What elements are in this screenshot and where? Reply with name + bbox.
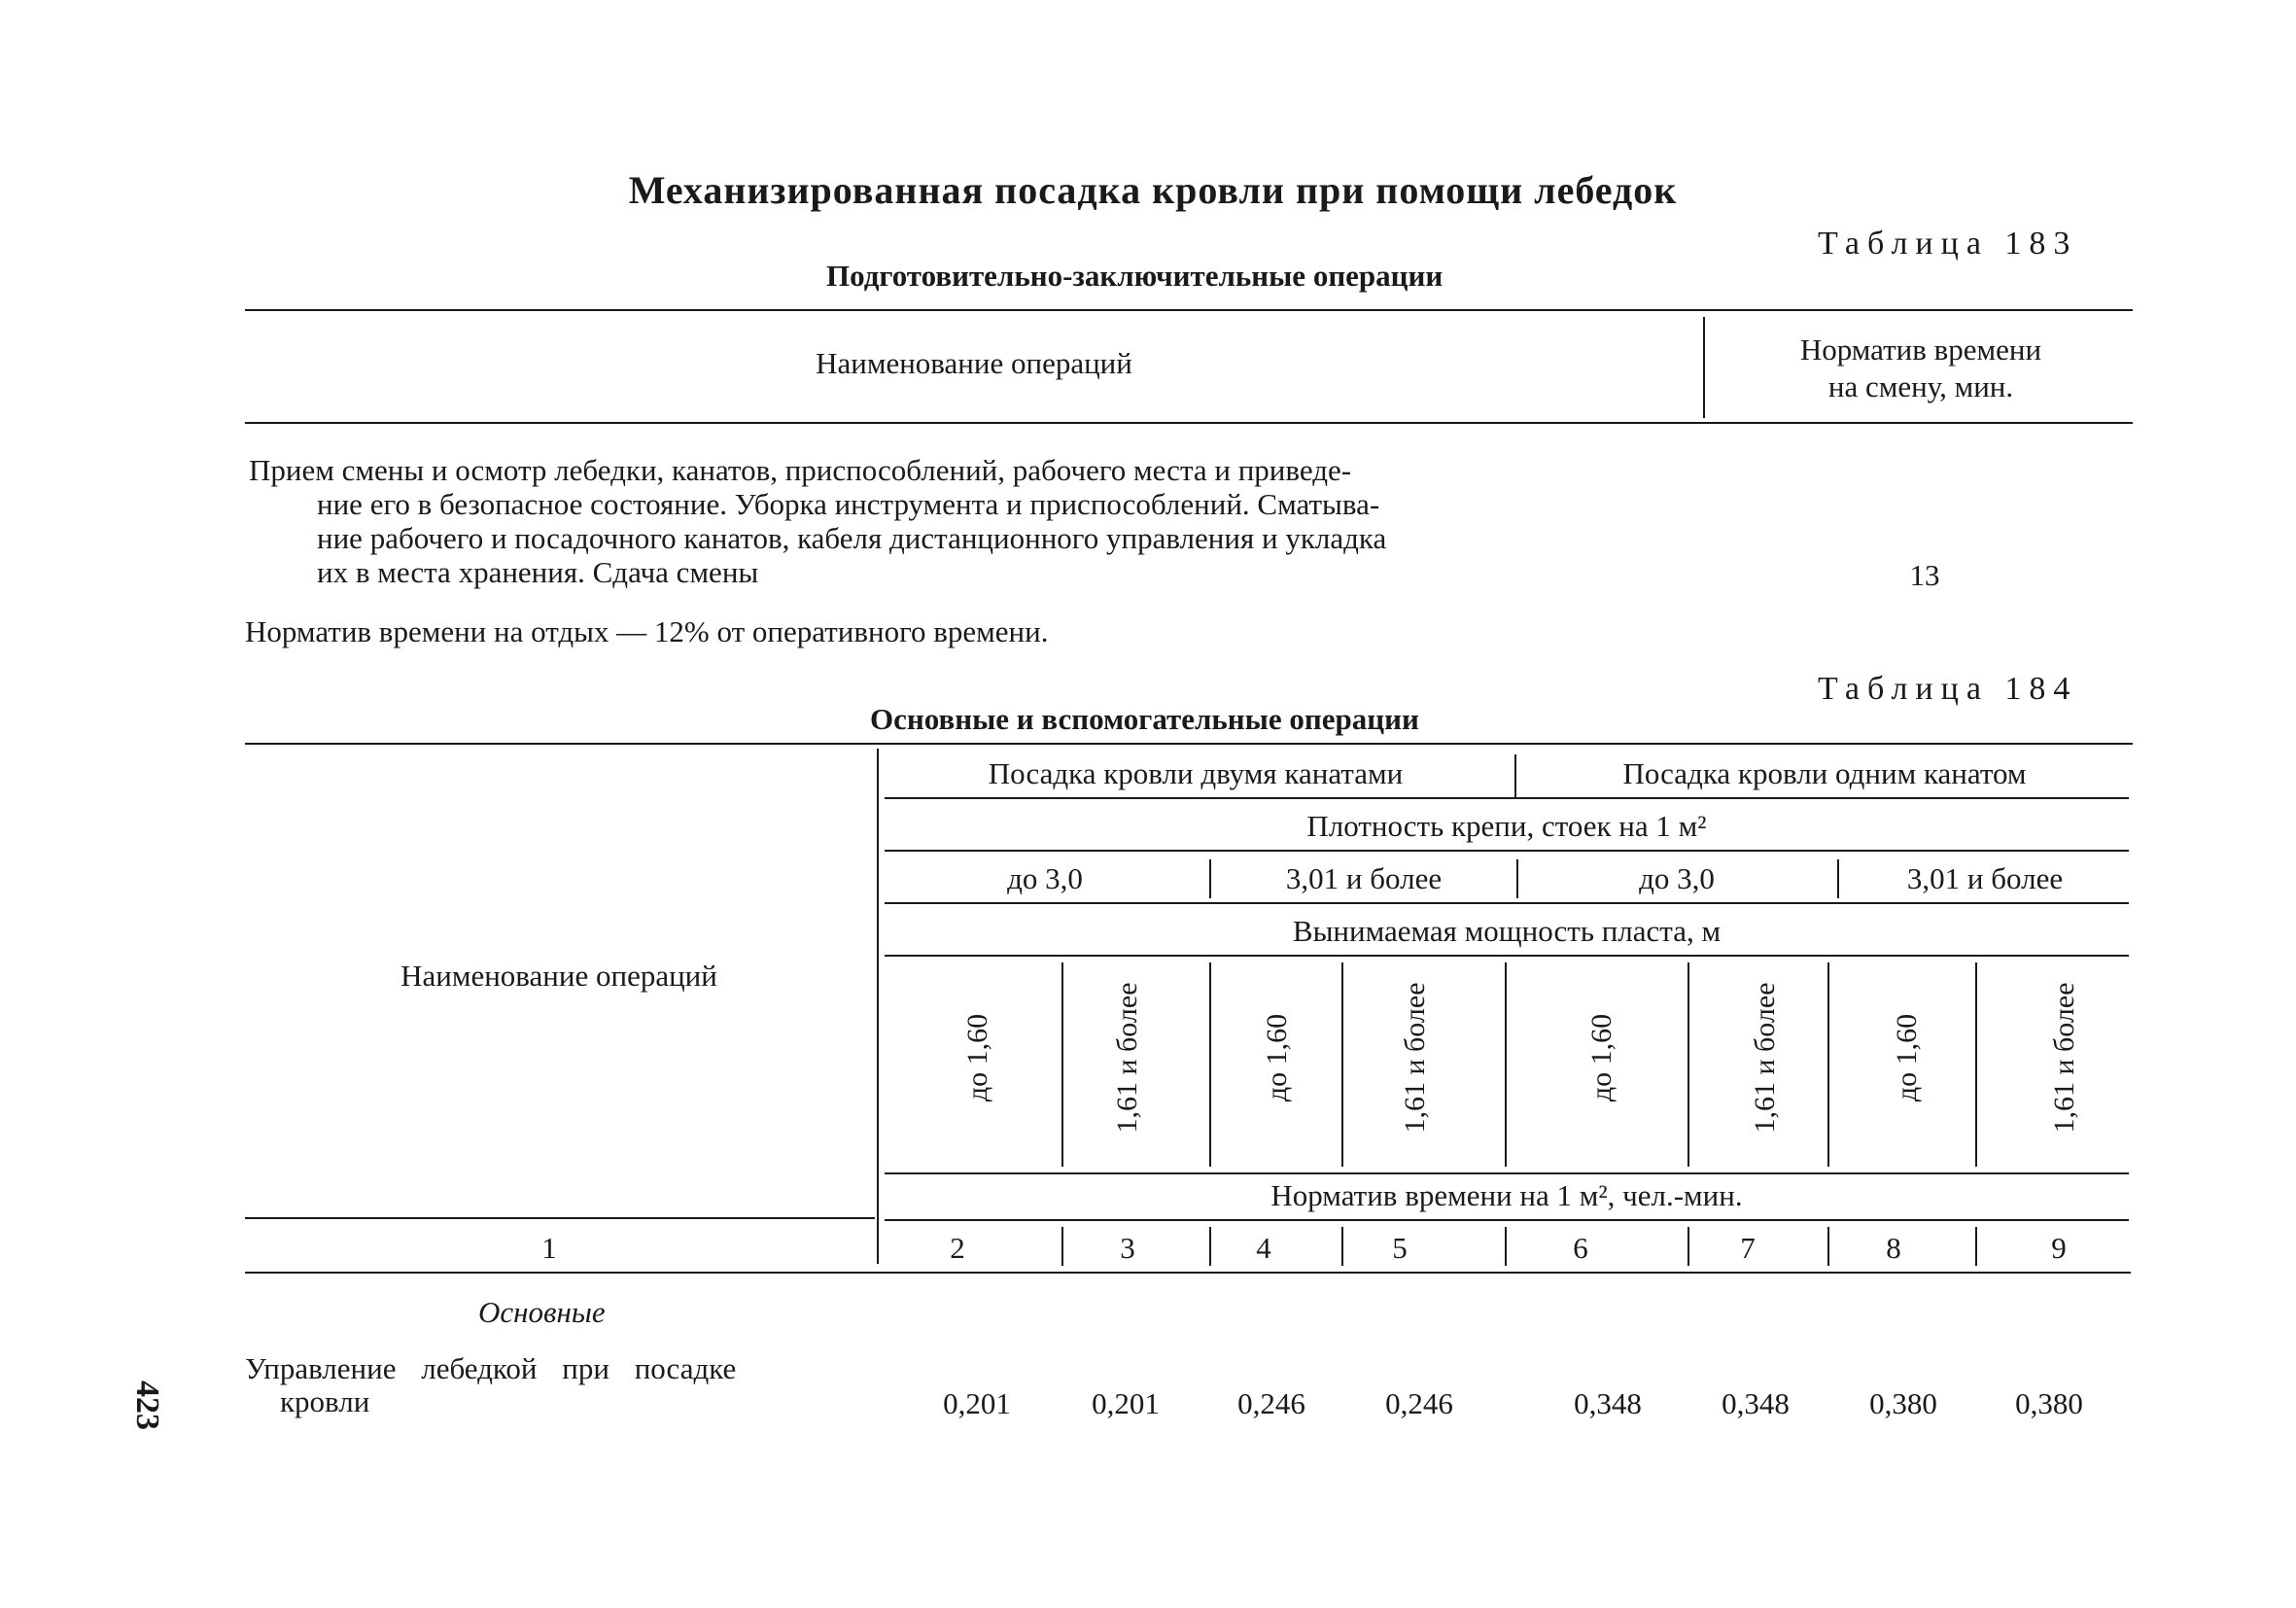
number-divider: [1505, 1227, 1507, 1266]
density-divider: [1209, 859, 1211, 898]
group-rule: [885, 797, 2129, 799]
column-number: 2: [950, 1231, 965, 1265]
thickness-divider: [1505, 962, 1507, 1167]
density-values-rule: [885, 902, 2129, 904]
row-text-line: их в места хранения. Сдача смены: [317, 555, 759, 589]
page-title: Механизированная посадка кровли при помощи лебедок: [628, 168, 1678, 212]
table-183-label: Таблица 183: [1818, 226, 2078, 262]
thickness-value: до 1,60: [961, 1013, 993, 1102]
rest-note: Норматив времени на отдых — 12% от оперативного времени.: [245, 614, 1049, 648]
thickness-divider: [1975, 962, 1977, 1167]
column-number: 6: [1573, 1231, 1588, 1265]
table-183-header-norm-line2: на смену, мин.: [1827, 369, 2014, 403]
number-divider: [1061, 1227, 1063, 1266]
column-number: 5: [1392, 1231, 1408, 1265]
density-header-rule: [885, 850, 2129, 852]
table-184-header-name: Наименование операций: [400, 959, 717, 993]
density-value: до 3,0: [1007, 861, 1083, 895]
density-value: 3,01 и более: [1285, 861, 1443, 895]
table-183-header-rule: [245, 422, 2133, 424]
column-number: 9: [2051, 1231, 2067, 1265]
table-184-label: Таблица 184: [1818, 671, 2078, 707]
table-184-subtitle: Основные и вспомогательные операции: [870, 702, 1419, 736]
table-183-row-text: [249, 453, 1386, 589]
norm-header-rule: [885, 1219, 2129, 1221]
thickness-values-rule: [885, 1172, 2129, 1174]
table-184-name-divider: [877, 749, 879, 1264]
group-one-rope: Посадка кровли одним канатом: [1622, 756, 2027, 790]
row1-value: 0,348: [1574, 1386, 1642, 1420]
thickness-divider: [1827, 962, 1829, 1167]
column-number: 4: [1256, 1231, 1271, 1265]
table-183-header-norm-line1: Норматив времени: [1799, 332, 2042, 367]
row-text-line: ние рабочего и посадочного канатов, кабеля дистанционного управления и укладка: [317, 521, 1387, 555]
table-183-column-divider: [1703, 317, 1705, 418]
column-number: 7: [1740, 1231, 1756, 1265]
row1-value: 0,246: [1385, 1386, 1453, 1420]
thickness-header-rule: [885, 955, 2129, 957]
column-number: 8: [1886, 1231, 1901, 1265]
group-divider: [1514, 754, 1516, 797]
thickness-value: 1,61 и более: [1111, 982, 1143, 1134]
thickness-divider: [1687, 962, 1689, 1167]
density-divider: [1837, 859, 1839, 898]
thickness-value: 1,61 и более: [1749, 982, 1781, 1134]
table-183-row-value: 13: [1909, 558, 1940, 592]
row-text-line: ние его в безопасное состояние. Уборка инструмента и приспособлений. Сматыва-: [317, 487, 1380, 521]
table-183-top-rule: [245, 309, 2133, 311]
thickness-value: до 1,60: [1585, 1013, 1618, 1102]
number-divider: [1827, 1227, 1829, 1266]
density-header: Плотность крепи, стоек на 1 м²: [1306, 809, 1707, 843]
thickness-value: 1,61 и более: [2048, 982, 2080, 1134]
row-text-line: Прием смены и осмотр лебедки, канатов, приспособлений, рабочего места и приведе-: [249, 453, 1352, 487]
row1-value: 0,380: [1869, 1386, 1937, 1420]
row1-label-line1: Управление лебедкой при посадке: [245, 1351, 737, 1385]
thickness-value: до 1,60: [1261, 1013, 1293, 1102]
table-183-subtitle: Подготовительно-заключительные операции: [826, 259, 1444, 293]
row1-label-line2: кровли: [280, 1384, 370, 1418]
number-divider: [1975, 1227, 1977, 1266]
density-divider: [1516, 859, 1518, 898]
row1-value: 0,380: [2015, 1386, 2083, 1420]
section-main-label: Основные: [478, 1295, 606, 1329]
norm-header: Норматив времени на 1 м², чел.-мин.: [1270, 1178, 1743, 1212]
thickness-divider: [1061, 962, 1063, 1167]
density-value: до 3,0: [1639, 861, 1715, 895]
row1-value: 0,201: [943, 1386, 1011, 1420]
table-183-header-name: Наименование операций: [816, 346, 1132, 380]
row1-value: 0,348: [1722, 1386, 1790, 1420]
name-bottom-rule: [245, 1217, 875, 1219]
row1-value: 0,246: [1237, 1386, 1305, 1420]
page-number: 423: [129, 1381, 165, 1430]
density-value: 3,01 и более: [1906, 861, 2064, 895]
thickness-divider: [1341, 962, 1343, 1167]
thickness-divider: [1209, 962, 1211, 1167]
thickness-value: до 1,60: [1891, 1013, 1923, 1102]
column-number: 3: [1120, 1231, 1135, 1265]
table-184-header-bottom-rule: [245, 1272, 2131, 1274]
row1-value: 0,201: [1092, 1386, 1160, 1420]
table-184-top-rule: [245, 743, 2133, 745]
column-number: 1: [541, 1231, 557, 1265]
thickness-header: Вынимаемая мощность пласта, м: [1292, 914, 1722, 948]
group-two-ropes: Посадка кровли двумя канатами: [988, 756, 1404, 790]
thickness-value: 1,61 и более: [1399, 982, 1431, 1134]
